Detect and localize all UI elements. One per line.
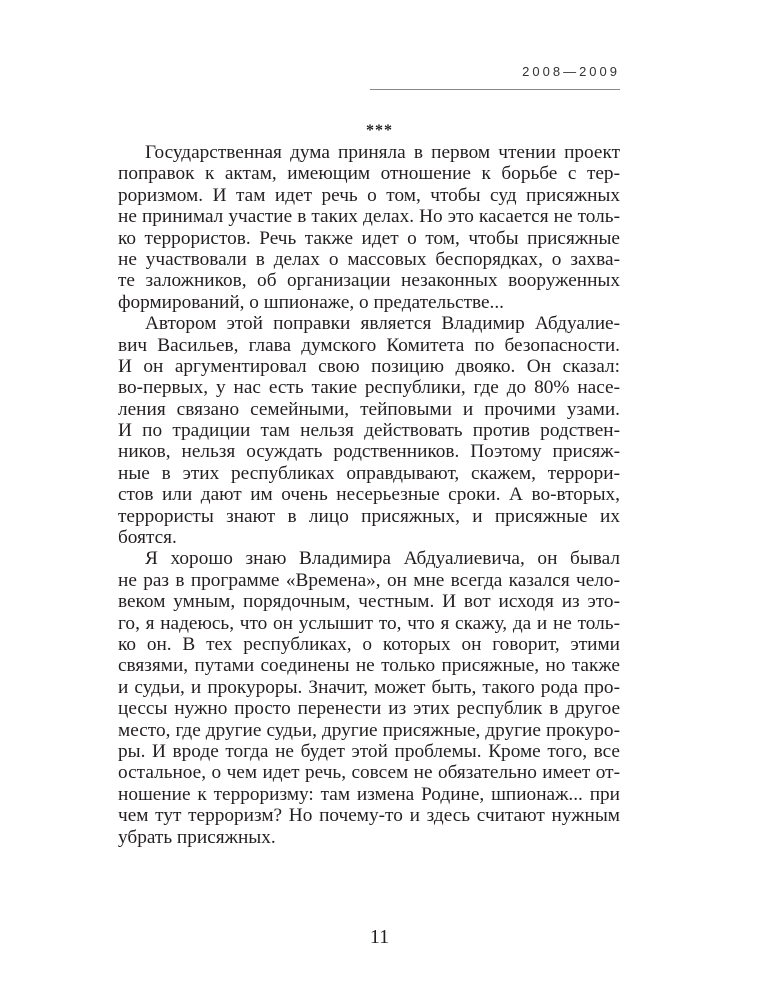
text-line: Я хорошо знаю Владимира Абдуалиевича, он бывал — [145, 548, 620, 570]
text-line: и судьи, и прокуроры. Значит, может быть, такого рода про- — [118, 676, 620, 698]
text-line: го, я надеюсь, что он услышит то, что я скажу, да и не толь- — [118, 612, 620, 634]
text-line: Автором этой поправки является Владимир Абдуалие- — [145, 313, 620, 335]
text-line: боятся. — [118, 527, 177, 549]
text-line: ко он. В тех республиках, о которых он говорит, этими — [118, 633, 620, 655]
text-line: Государственная дума приняла в первом чтении проект — [145, 142, 620, 163]
text-line: те заложников, об организации незаконных вооруженных — [118, 270, 620, 292]
header-rule — [370, 89, 620, 90]
text-line: убрать присяжных. — [118, 826, 276, 848]
text-line: террористы знают в лицо присяжных, и присяжные их — [118, 505, 620, 527]
running-head: 2008—2009 — [522, 64, 620, 79]
text-line: стов или дают им очень несерьезные сроки. А во-вторых, — [118, 484, 620, 506]
text-line: И по традиции там нельзя действовать против родствен- — [118, 420, 620, 442]
text-line: место, где другие судьи, другие присяжные, другие прокуро- — [118, 719, 620, 741]
text-line: роризмом. И там идет речь о том, чтобы суд присяжных — [118, 184, 620, 206]
text-line: вич Васильев, глава думского Комитета по безопасности. — [118, 334, 620, 356]
section-separator: *** — [366, 122, 393, 139]
text-line: формирований, о шпионаже, о предательстве... — [118, 291, 505, 313]
body-text — [118, 142, 620, 848]
page-number: 11 — [369, 926, 390, 948]
text-line: цессы нужно просто перенести из этих республик в другое — [118, 698, 620, 720]
text-line: ников, нельзя осуждать родственников. Поэтому присяж- — [118, 441, 620, 463]
text-line: поправок к актам, имеющим отношение к борьбе с тер- — [118, 163, 620, 185]
text-line: ления связано семейными, тейповыми и прочими узами. — [118, 398, 620, 420]
text-line: веком умным, порядочным, честным. И вот исходя из это- — [118, 591, 620, 613]
text-line: И он аргументировал свою позицию двояко. Он сказал: — [118, 355, 620, 377]
text-line: ношение к терроризму: там измена Родине, шпионаж... при — [118, 783, 620, 805]
text-line: ные в этих республиках оправдывают, скажем, террори- — [118, 462, 620, 484]
text-line: ко террористов. Речь также идет о том, чтобы присяжные — [118, 227, 620, 249]
text-line: остальное, о чем идет речь, совсем не обязательно имеет от- — [118, 762, 620, 784]
text-line: не участвовали в делах о массовых беспорядках, о захва- — [118, 248, 620, 270]
text-line: не раз в программе «Времена», он мне всегда казался чело- — [118, 569, 620, 591]
text-line: во-первых, у нас есть такие республики, где до 80% насе- — [118, 377, 620, 399]
text-line: связями, путами соединены не только присяжные, но также — [118, 655, 620, 677]
text-line: чем тут терроризм? Но почему-то и здесь считают нужным — [118, 805, 620, 827]
text-line: ры. И вроде тогда не будет этой проблемы. Кроме того, все — [118, 740, 620, 762]
text-line: не принимал участие в таких делах. Но это касается не толь- — [118, 206, 620, 228]
